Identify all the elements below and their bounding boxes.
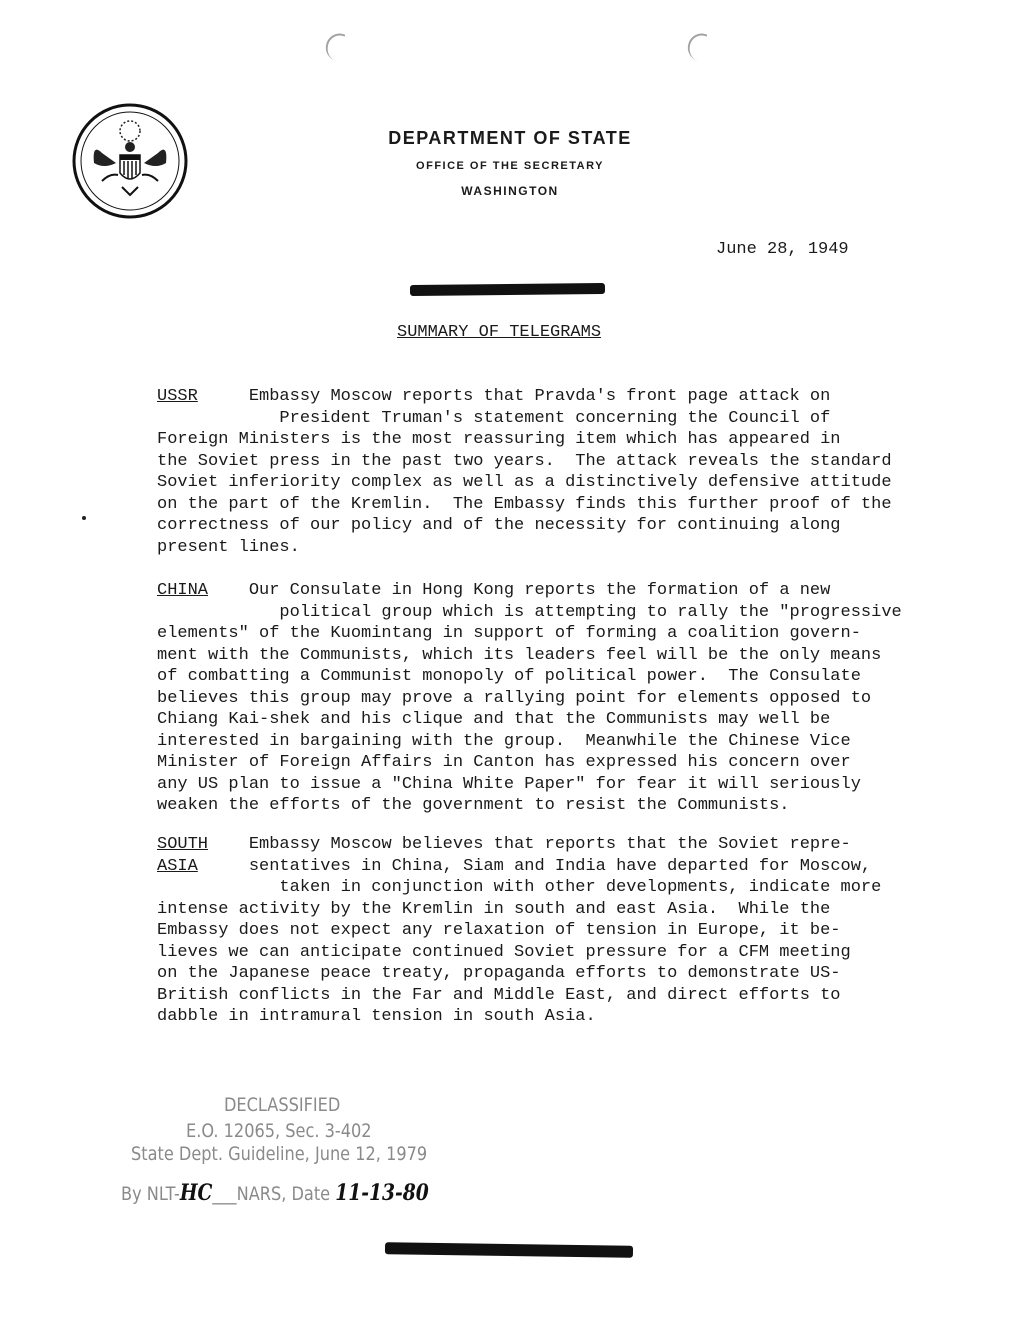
document-date: June 28, 1949 bbox=[716, 240, 849, 259]
section-tag-asia: ASIA bbox=[157, 856, 198, 876]
department-name: DEPARTMENT OF STATE bbox=[388, 128, 632, 148]
section-body-south-asia: taken in conjunction with other developments, indicate more intense activity by the Kremlin in south and east Asia. While the Embassy does not expect any relaxation of tension in Europe, it be- lieves we can anticipate continued Soviet pressure for a CFM meeting on the Japanese peace treaty, propaganda efforts to demonstrate US- British conflicts in the Far and Middle East, and direct efforts to dabble in intramural tension in south Asia. bbox=[157, 878, 882, 1026]
stamp-guideline: State Dept. Guideline, June 12, 1979 bbox=[131, 1143, 428, 1165]
stamp-declassified: DECLASSIFIED bbox=[224, 1094, 341, 1116]
redacted-classification-bottom bbox=[385, 1242, 633, 1257]
margin-mark-right bbox=[685, 30, 708, 61]
department-seal-logo bbox=[72, 103, 188, 219]
stamp-authority: By NLT-HC___NARS, Date 11-13-80 bbox=[121, 1180, 429, 1206]
section-body-china: Our Consulate in Hong Kong reports the formation of a new political group which is attempting to rally the "progressive elements" of the Kuomintang in support of forming a coalition govern- ment with the Communists, which its leaders feel will be the only means of combatting a Communist monopoly of political power. The Consulate believes this group may prove a rallying point for elements opposed to Chiang Kai-shek and his clique and that the Communists may well be interested in bargaining with the group. Meanwhile the Chinese Vice Minister of Foreign Affairs in Canton has expressed his concern over any US plan to issue a "China White Paper" for fear it will seriously weaken the efforts of the government to resist the Communists. bbox=[157, 581, 902, 815]
office-name: OFFICE OF THE SECRETARY bbox=[416, 160, 604, 172]
section-china bbox=[157, 580, 957, 817]
section-ussr bbox=[157, 386, 957, 558]
city-name: WASHINGTON bbox=[461, 184, 559, 198]
section-tag-ussr: USSR bbox=[157, 387, 198, 406]
section-tag-south: SOUTH bbox=[157, 835, 209, 854]
stamp-initials: HC bbox=[179, 1180, 213, 1206]
section-line2-south-asia: sentatives in China, Siam and India have departed for Moscow, bbox=[248, 856, 872, 876]
section-line1-south-asia: Embassy Moscow believes that reports that the Soviet repre- bbox=[248, 835, 851, 854]
section-tag-china: CHINA bbox=[157, 581, 209, 600]
margin-mark-left bbox=[323, 30, 346, 61]
redacted-classification-top bbox=[410, 283, 605, 296]
stamp-nars: NARS, Date bbox=[236, 1183, 331, 1205]
stamp-eo: E.O. 12065, Sec. 3-402 bbox=[186, 1120, 372, 1142]
section-south-asia bbox=[157, 834, 957, 1028]
stamp-by-prefix: By NLT- bbox=[121, 1183, 180, 1205]
section-body-ussr: Embassy Moscow reports that Pravda's front page attack on President Truman's statement concerning the Council of Foreign Ministers is the most reassuring item which has appeared in the Soviet press in the past two years. The attack reveals the standard Soviet inferiority complex as well as a distinctively defensive attitude on the part of the Kremlin. The Embassy finds this further proof of the correctness of our policy and of the necessity for continuing along present lines. bbox=[157, 387, 892, 557]
document-title: SUMMARY OF TELEGRAMS bbox=[397, 323, 602, 342]
margin-dot bbox=[82, 516, 86, 520]
stamp-date: 11-13-80 bbox=[335, 1180, 429, 1206]
